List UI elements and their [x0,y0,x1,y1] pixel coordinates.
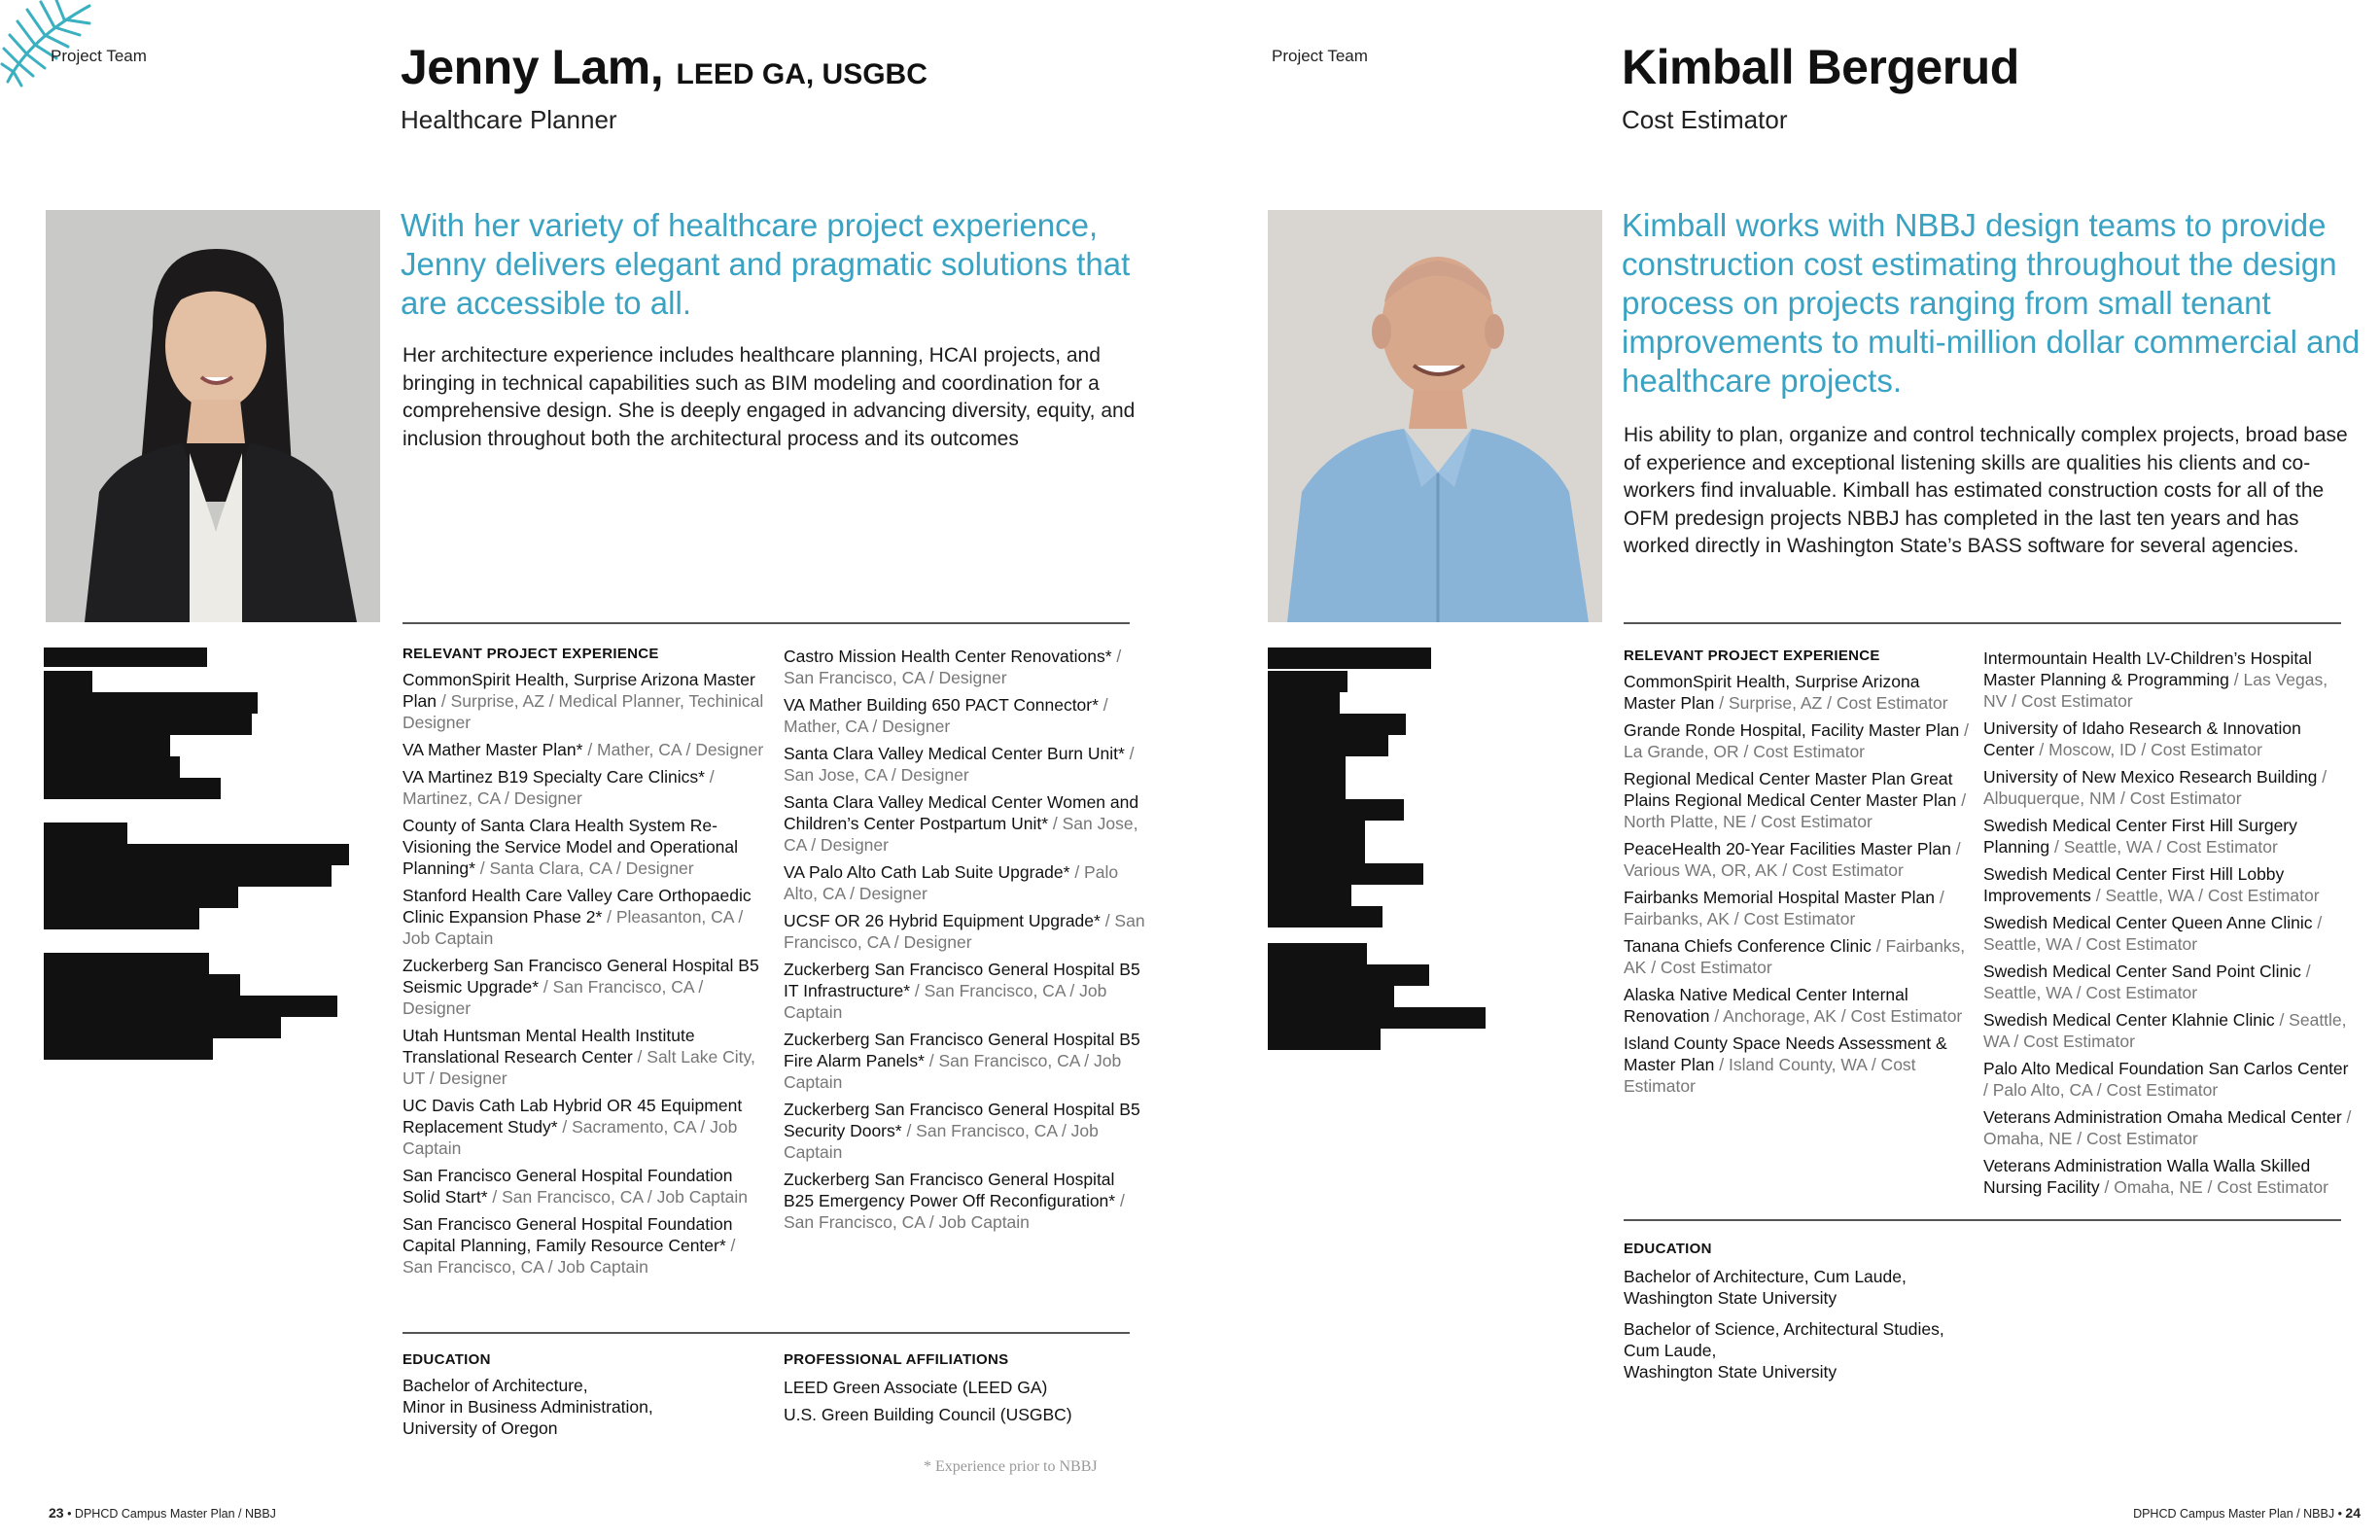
education-line: Bachelor of Architecture, [402,1376,588,1395]
list-item: UC Davis Cath Lab Hybrid OR 45 Equipment Replacement Study* / Sacramento, CA / Job Captain [402,1096,743,1158]
bio-text: His ability to plan, organize and control technically complex projects, broad base of experience and exceptional listening skills are qualities his clients and co-workers find invaluable. Kimball has estimated construction costs for all of the OFM predesign projects NBBJ has completed in the last ten years and has worked directly in Washington State’s BASS software for several agencies. [1624,424,2348,557]
footnote: * Experience prior to NBBJ [924,1458,1098,1475]
pull-quote: With her variety of healthcare project experience, Jenny delivers elegant and pragmatic solutions that are accessible to all. [401,207,1131,321]
list-item: Utah Huntsman Mental Health Institute Translational Research Center / Salt Lake City, UT / Designer [402,1026,755,1088]
list-item: Tanana Chiefs Conference Clinic / Fairbanks, AK / Cost Estimator [1624,936,1966,977]
education-list [402,1375,653,1439]
portrait-photo [46,210,380,622]
affiliation-line: LEED Green Associate (LEED GA) [784,1378,1048,1397]
section-label: Project Team [1272,47,1368,65]
education-line: University of Oregon [402,1418,558,1438]
person-credentials: LEED GA, USGBC [676,58,928,90]
list-item: CommonSpirit Health, Surprise Arizona Master Plan / Surprise, AZ / Cost Estimator [1624,672,1948,713]
education-heading: EDUCATION [1624,1241,1712,1257]
list-item: Swedish Medical Center Queen Anne Clinic / Seattle, WA / Cost Estimator [1983,913,2323,954]
affiliations-heading: PROFESSIONAL AFFILIATIONS [784,1351,1009,1368]
list-item: VA Mather Master Plan* / Mather, CA / Designer [402,740,764,759]
list-item: Zuckerberg San Francisco General Hospital B5 Security Doors* / San Francisco, CA / Job Captain [784,1100,1140,1162]
footer-text: DPHCD Campus Master Plan / NBBJ [2133,1507,2335,1521]
list-item: VA Martinez B19 Specialty Care Clinics* / Martinez, CA / Designer [402,767,715,808]
list-item: Stanford Health Care Valley Care Orthopaedic Clinic Expansion Phase 2* / Pleasanton, CA / Job Captain [402,886,752,948]
list-item: Veterans Administration Walla Walla Skilled Nursing Facility / Omaha, NE / Cost Estimator [1983,1156,2328,1197]
list-item: San Francisco General Hospital Foundation Solid Start* / San Francisco, CA / Job Captain [402,1166,749,1207]
divider [402,622,1130,624]
education-entry: Bachelor of Architecture, Cum Laude, Washington State University [1624,1267,1907,1308]
list-item: Veterans Administration Omaha Medical Center / Omaha, NE / Cost Estimator [1983,1107,2352,1148]
person-name: Kimball Bergerud [1622,40,2019,94]
person-role: Healthcare Planner [401,105,617,134]
project-list-col1 [1624,671,1972,1102]
list-item: VA Mather Building 650 PACT Connector* / Mather, CA / Designer [784,695,1108,736]
list-item: UCSF OR 26 Hybrid Equipment Upgrade* / San Francisco, CA / Designer [784,911,1145,952]
page-number: 23 [49,1505,64,1521]
page-footer: DPHCD Campus Master Plan / NBBJ • 24 [2133,1505,2361,1521]
list-item: Intermountain Health LV-Children’s Hospital Master Planning & Programming / Las Vegas, NV / Cost Estimator [1983,648,2328,711]
list-item: San Francisco General Hospital Foundation Capital Planning, Family Resource Center* / San Francisco, CA / Job Captain [402,1214,736,1277]
right-page [1190,0,2380,1540]
education-list [1624,1266,1944,1392]
section-label: Project Team [51,47,147,65]
bio-text: Her architecture experience includes healthcare planning, HCAI projects, and bringing in technical capabilities such as BIM modeling and coordination for a comprehensive design. She is deeply engaged in advancing diversity, equity, and inclusion throughout both the architectural process and its outcomes [402,344,1136,450]
portrait-photo [1268,210,1602,622]
list-item: Zuckerberg San Francisco General Hospital B25 Emergency Power Off Reconfiguration* / San Francisco, CA / Job Captain [784,1170,1125,1232]
list-item: Zuckerberg San Francisco General Hospital B5 IT Infrastructure* / San Francisco, CA / Job Captain [784,960,1140,1022]
pull-quote: Kimball works with NBBJ design teams to provide construction cost estimating throughout the design process on projects ranging from small tenant improvements to multi-million dollar commercial and healthcare projects. [1622,207,2361,399]
page-number: 24 [2345,1505,2361,1521]
list-item: Swedish Medical Center Sand Point Clinic / Seattle, WA / Cost Estimator [1983,962,2311,1002]
divider [402,1332,1130,1334]
list-item: CommonSpirit Health, Surprise Arizona Master Plan / Surprise, AZ / Medical Planner, Techinical Designer [402,670,764,732]
list-item: County of Santa Clara Health System Re-Visioning the Service Model and Operational Planning* / Santa Clara, CA / Designer [402,816,739,878]
experience-heading: RELEVANT PROJECT EXPERIENCE [1624,648,1880,664]
list-item: Alaska Native Medical Center Internal Renovation / Anchorage, AK / Cost Estimator [1624,985,1963,1026]
education-entry: Bachelor of Science, Architectural Studies, Cum Laude, Washington State University [1624,1319,1944,1382]
list-item: University of New Mexico Research Building / Albuquerque, NM / Cost Estimator [1983,767,2328,808]
list-item: Palo Alto Medical Foundation San Carlos Center / Palo Alto, CA / Cost Estimator [1983,1059,2349,1100]
divider [1624,1219,2341,1221]
list-item: Regional Medical Center Master Plan Great Plains Regional Medical Center Master Plan / North Platte, NE / Cost Estimator [1624,769,1967,831]
list-item: Grande Ronde Hospital, Facility Master Plan / La Grande, OR / Cost Estimator [1624,720,1970,761]
page-footer: 23 • DPHCD Campus Master Plan / NBBJ [49,1505,276,1521]
person-name [401,39,928,95]
list-item: Swedish Medical Center First Hill Lobby Improvements / Seattle, WA / Cost Estimator [1983,864,2320,905]
person-role: Cost Estimator [1622,105,1788,134]
divider [1624,622,2341,624]
education-heading: EDUCATION [402,1351,491,1368]
project-list-col2 [784,646,1149,1239]
list-item: Santa Clara Valley Medical Center Burn Unit* / San Jose, CA / Designer [784,744,1135,785]
list-item: Swedish Medical Center Klahnie Clinic / Seattle, WA / Cost Estimator [1983,1010,2347,1051]
footer-text: DPHCD Campus Master Plan / NBBJ [74,1507,276,1521]
list-item: University of Idaho Research & Innovation Center / Moscow, ID / Cost Estimator [1983,718,2301,759]
list-item: PeaceHealth 20-Year Facilities Master Plan / Various WA, OR, AK / Cost Estimator [1624,839,1961,880]
person-name-text: Jenny Lam, [401,40,664,94]
project-list-col1 [402,669,764,1283]
list-item: Island County Space Needs Assessment & Master Plan / Island County, WA / Cost Estimator [1624,1033,1947,1096]
affiliations-list [784,1377,1072,1425]
list-item: Zuckerberg San Francisco General Hospital B5 Fire Alarm Panels* / San Francisco, CA / Job Captain [784,1030,1140,1092]
list-item: Santa Clara Valley Medical Center Women and Children’s Center Postpartum Unit* / San Jose, CA / Designer [784,792,1139,855]
list-item: Swedish Medical Center First Hill Surgery Planning / Seattle, WA / Cost Estimator [1983,816,2297,857]
list-item: Castro Mission Health Center Renovations* / San Francisco, CA / Designer [784,647,1122,687]
project-list-col2 [1983,648,2353,1204]
list-item: Zuckerberg San Francisco General Hospital B5 Seismic Upgrade* / San Francisco, CA / Designer [402,956,759,1018]
education-line: Minor in Business Administration, [402,1397,653,1417]
experience-heading: RELEVANT PROJECT EXPERIENCE [402,646,659,662]
list-item: Fairbanks Memorial Hospital Master Plan / Fairbanks, AK / Cost Estimator [1624,888,1944,928]
affiliation-line: U.S. Green Building Council (USGBC) [784,1405,1072,1424]
list-item: VA Palo Alto Cath Lab Suite Upgrade* / Palo Alto, CA / Designer [784,862,1119,903]
